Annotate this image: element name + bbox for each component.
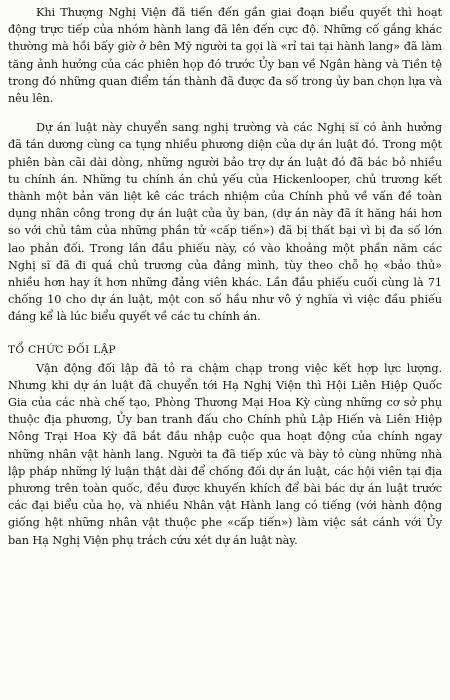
paragraph-opposition-campaign: Vận động đối lập đã tỏ ra chậm chạp trong việc kết hợp lực lượng. Nhưng khi dự án luật đã chuyển tới Hạ Nghị Viện thì Hội Liên Hiệp Quốc Gia của các nhà chế tạo, Phòng Thương Mại Hoa Kỳ cùng những cơ sở phụ thuộc địa phương, Ủy ban tranh đấu cho Chính phủ Lập Hiến và Liên Hiệp Nông Trại Hoa Kỳ đã bắt đầu nhập cuộc qua hoạt động của chính ngay những nhân vật hành lang. Người ta đã tiếp xúc và bày tỏ cùng những nhà lập pháp những lý luận thật dài để chống đối dự án luật, các hội viên tại địa phương trên toàn quốc, đều được khuyến khích để bài bác dự án luật trước các đại biểu của họ, và nhiều Nhân vật Hành lang có tiếng (với hành động giống hệt những nhân vật thuộc phe «cấp tiến») làm việc sát cánh với Ủy ban Hạ Nghị Viện phụ trách cứu xét dự án luật này. xyxy=(8,361,442,547)
section-heading-opposition: TỔ CHỨC ĐỐI LẬP xyxy=(8,343,116,356)
paragraph-bill-debate: Dự án luật này chuyển sang nghị trường và các Nghị sĩ có ảnh hưởng đã tán dương cùng ca tụng nhiều phương diện của dự án luật đó. Trong một phiên bàn cãi dài dòng, những người bảo trợ dự án luật đó đã bác bỏ nhiều tu chính án. Những tu chính án chủ yếu của Hickenlooper, chủ trương kết thành một bản văn liệt kê các trách nhiệm của Chính phủ về vấn đề toàn dụng nhân công trong dự án luật của ủy ban, (dự án này đã ít hăng hái hơn so với chủ tâm của những phần tử «cấp tiến») đã bị thất bại vì bị đa số lớn lao phản đối. Trong lần đầu phiếu này, có vào khoảng một phần năm các Nghị sĩ đã đi quá chủ trương của đảng mình, tùy theo chỗ họ «bảo thủ» nhiều hơn hay ít hơn những đảng viên khác. Lần đầu phiếu cuối cùng là 71 chống 10 cho dự án luật, một con số hầu như vô ý nghĩa vì việc đầu phiếu đáng kể là lúc biểu quyết về các tu chính án. xyxy=(8,121,442,324)
paragraph-senate-lobbying: Khi Thượng Nghị Viện đã tiến đến gần giai đoạn biểu quyết thì hoạt động trực tiếp của nhóm hành lang đã lên đến cực độ. Những cố gắng khác thường mà hồi bấy giờ ở bên Mỹ người ta gọi là «rỉ tai tại hành lang» đã làm tăng ảnh hưởng của các phiên họp đó trước Ủy ban về Ngân hàng và Tiền tệ trong đó những quan điểm tán thành đã được đa số trong ủy ban chọn lựa và nêu lên. xyxy=(8,6,442,106)
